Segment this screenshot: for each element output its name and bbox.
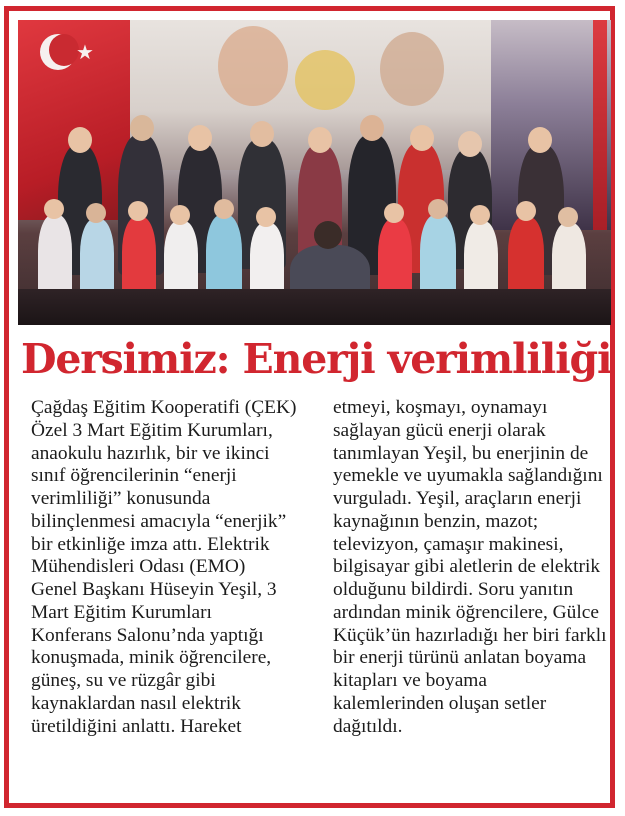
body-line: dağıtıldı. <box>333 715 403 737</box>
body-line: verimliliği” konusunda <box>31 488 211 509</box>
body-line: güneş, su ve rüzgâr gibi <box>31 670 216 691</box>
body-line: vurguladı. Yeşil, araçların enerji <box>333 488 582 509</box>
body-line: kalemlerinden oluşan setler <box>333 692 547 714</box>
article-headline: Dersimiz: Enerji verimliliği <box>21 335 612 383</box>
news-clipping <box>4 6 615 808</box>
body-line: yemekle ve uyumakla sağlandığını <box>333 465 603 487</box>
body-line: konuşmada, minik öğrencilere, <box>31 647 272 669</box>
turkish-flag-banner: ★ <box>18 20 130 220</box>
body-line: etmeyi, koşmayı, oynamayı <box>333 397 548 418</box>
body-line: Küçük’ün hazırladığı her biri farklı <box>333 624 607 646</box>
event-photo <box>18 20 611 325</box>
article-body-left-column <box>31 397 313 738</box>
body-line: bilinçlenmesi amacıyla “enerjik” <box>31 510 287 532</box>
body-line: kaynağının benzin, mazot; <box>333 510 539 532</box>
body-line: televizyon, çamaşır makinesi, <box>333 533 564 555</box>
stage-floor <box>18 289 611 325</box>
body-line: üretildiğini anlattı. Hareket <box>31 715 242 737</box>
body-line: ardından minik öğrencilere, Gülce <box>333 601 599 623</box>
article-body-right-column <box>333 397 615 738</box>
body-line: tanımlayan Yeşil, bu enerjinin de <box>333 442 589 464</box>
body-line: Çağdaş Eğitim Kooperatifi (ÇEK) <box>31 397 297 418</box>
body-line: kitapları ve boyama <box>333 670 487 691</box>
body-line: Özel 3 Mart Eğitim Kurumları, <box>31 419 273 441</box>
body-line: sınıf öğrencilerinin “enerji <box>31 465 237 487</box>
body-line: olduğunu bildirdi. Soru yanıtın <box>333 579 574 600</box>
body-line: Genel Başkanı Hüseyin Yeşil, 3 <box>31 579 277 600</box>
body-line: bilgisayar gibi aletlerin de elektrik <box>333 556 601 578</box>
body-line: anaokulu hazırlık, bir ve ikinci <box>31 442 270 464</box>
body-line: bir etkinliğe imza attı. Elektrik <box>31 533 270 555</box>
body-line: kaynaklardan nasıl elektrik <box>31 692 241 714</box>
body-line: Mühendisleri Odası (EMO) <box>31 556 246 578</box>
body-line: sağlayan gücü enerji olarak <box>333 419 546 441</box>
body-line: Konferans Salonu’nda yaptığı <box>31 624 264 646</box>
body-line: bir enerji türünü anlatan boyama <box>333 647 587 669</box>
body-line: Mart Eğitim Kurumları <box>31 601 212 623</box>
